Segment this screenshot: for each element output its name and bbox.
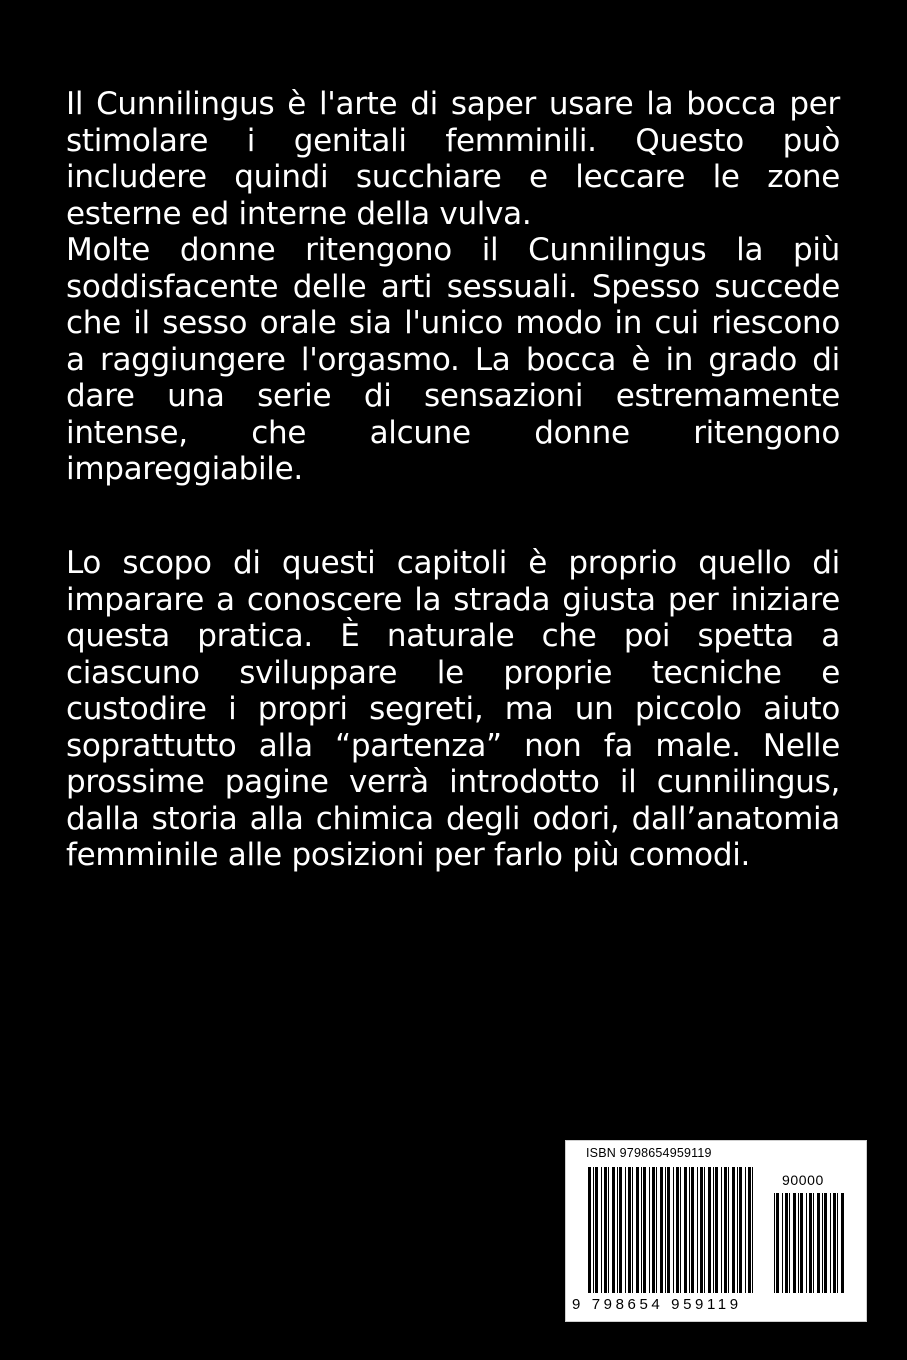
barcode-bar bbox=[684, 1167, 687, 1293]
barcode-bar bbox=[625, 1167, 626, 1293]
barcode-bar bbox=[745, 1167, 746, 1293]
barcode-bar bbox=[697, 1167, 698, 1293]
barcode-bar bbox=[817, 1193, 820, 1293]
price-code-label: 90000 bbox=[782, 1172, 824, 1188]
barcode-bar bbox=[643, 1167, 646, 1293]
barcode-bar bbox=[636, 1167, 639, 1293]
barcode-bar bbox=[785, 1193, 788, 1293]
barcode-bar bbox=[715, 1167, 718, 1293]
barcode-bar bbox=[676, 1167, 679, 1293]
barcode-bar bbox=[806, 1193, 807, 1293]
barcode-bar bbox=[665, 1167, 666, 1293]
barcode-bar bbox=[652, 1167, 655, 1293]
description-text-1b: Molte donne ritengono il Cunnilingus la più soddisfacente delle arti sessuali. Spesso succede che il sesso orale sia l'unico modo in cui riescono a raggiungere l'orgasmo. La bocca è in grado di dare una serie di sensazioni estremamente intense, che alcune donne ritengono impareggiabile. bbox=[66, 232, 840, 487]
isbn-label: ISBN 9798654959119 bbox=[586, 1146, 712, 1160]
barcode-bar bbox=[619, 1167, 622, 1293]
barcode-bar bbox=[739, 1167, 742, 1293]
barcode-bar bbox=[798, 1193, 799, 1293]
barcode-bar bbox=[737, 1167, 738, 1293]
barcode-bar bbox=[837, 1193, 838, 1293]
barcode-bar bbox=[721, 1167, 722, 1293]
barcode-bar bbox=[748, 1167, 751, 1293]
barcode-bar bbox=[728, 1167, 729, 1293]
description-paragraph-2 bbox=[66, 545, 840, 874]
barcode-bar bbox=[800, 1193, 803, 1293]
barcode-bar bbox=[612, 1167, 615, 1293]
barcode-bar bbox=[841, 1193, 844, 1293]
barcode-bar bbox=[689, 1167, 690, 1293]
barcode-bar bbox=[752, 1167, 753, 1293]
isbn-barcode bbox=[565, 1140, 867, 1322]
barcode-bar bbox=[649, 1167, 650, 1293]
barcode-bar bbox=[660, 1167, 663, 1293]
barcode-bar bbox=[724, 1167, 727, 1293]
barcode-bar bbox=[604, 1167, 607, 1293]
barcode-bar bbox=[632, 1167, 633, 1293]
barcode-bar bbox=[601, 1167, 602, 1293]
barcode-bar bbox=[830, 1193, 831, 1293]
barcode-bar bbox=[617, 1167, 618, 1293]
barcode-bar bbox=[667, 1167, 670, 1293]
barcode-bar bbox=[628, 1167, 631, 1293]
barcode-bar bbox=[691, 1167, 694, 1293]
barcode-bar bbox=[789, 1193, 790, 1293]
barcode-bar bbox=[822, 1193, 823, 1293]
barcode-bar bbox=[700, 1167, 703, 1293]
barcode-bar bbox=[813, 1193, 814, 1293]
barcode-bar bbox=[680, 1167, 681, 1293]
barcode-bar bbox=[704, 1167, 705, 1293]
barcode-bar bbox=[593, 1167, 594, 1293]
barcode-bar bbox=[656, 1167, 657, 1293]
description-text-1a: Il Cunnilingus è l'arte di saper usare la bocca per stimolare i genitali femminili. Questo può includere quindi succhiare e leccare le zone esterne ed interne della vulva. bbox=[66, 86, 840, 232]
description-text-2: Lo scopo di questi capitoli è proprio quello di imparare a conoscere la strada giusta per iniziare questa pratica. È naturale che poi spetta a ciascuno sviluppare le proprie tecniche e custodire i propri segreti, ma un piccolo aiuto soprattutto alla “partenza” non fa male. Nelle prossime pagine verrà introdotto il cunnilingus, dalla storia alla chimica degli odori, dall’anatomia femminile alle posizioni per farlo più comodi. bbox=[66, 545, 840, 873]
barcode-bar bbox=[824, 1193, 827, 1293]
barcode-digits: 9 798654 959119 bbox=[572, 1296, 742, 1313]
barcode-bar bbox=[595, 1167, 598, 1293]
barcode-bar bbox=[732, 1167, 735, 1293]
description-paragraph-1 bbox=[66, 86, 840, 488]
barcode-bar bbox=[713, 1167, 714, 1293]
barcode-bar bbox=[776, 1193, 779, 1293]
barcode-bar bbox=[608, 1167, 609, 1293]
barcode-bar bbox=[833, 1193, 836, 1293]
barcode-bar bbox=[774, 1193, 775, 1293]
barcode-bar bbox=[793, 1193, 796, 1293]
barcode-bar bbox=[641, 1167, 642, 1293]
barcode-bar bbox=[782, 1193, 783, 1293]
barcode-bar bbox=[588, 1167, 591, 1293]
barcode-bars bbox=[566, 1141, 866, 1321]
barcode-bar bbox=[708, 1167, 711, 1293]
barcode-bar bbox=[809, 1193, 812, 1293]
barcode-bar bbox=[673, 1167, 674, 1293]
